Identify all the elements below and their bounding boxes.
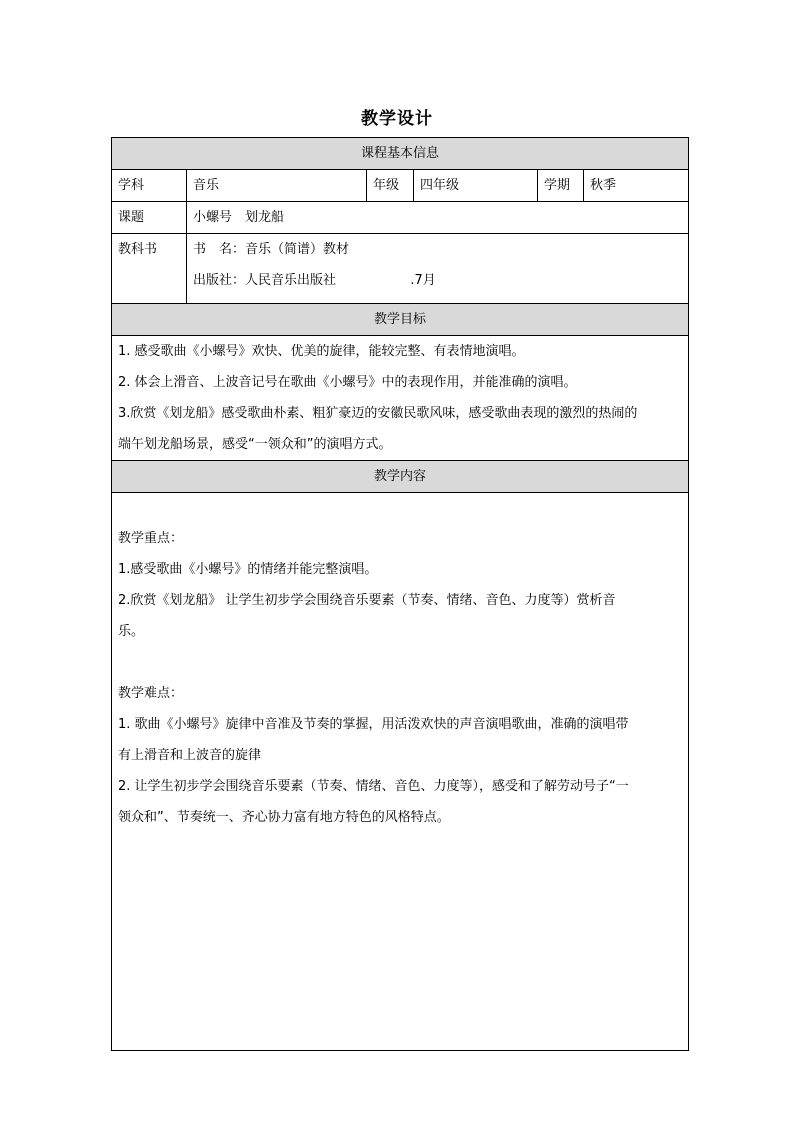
section-header-basic-info bbox=[112, 138, 689, 170]
key-points-title: 教学重点： bbox=[118, 531, 184, 546]
lesson-plan-table bbox=[111, 137, 689, 1051]
term-value: 秋季 bbox=[584, 170, 689, 202]
objectives-list bbox=[112, 336, 689, 461]
subject-value: 音乐 bbox=[187, 170, 367, 202]
textbook-label: 教科书 bbox=[112, 234, 187, 304]
publisher: 出版社：人民音乐出版社 .7月 bbox=[193, 273, 436, 288]
content-body bbox=[112, 493, 689, 1051]
objectives-row bbox=[112, 336, 689, 461]
page-title: 教学设计 bbox=[361, 109, 433, 129]
content-row bbox=[112, 493, 689, 1051]
difficulty-item: 1. 歌曲《小螺号》旋律中音准及节奏的掌握，用活泼欢快的声音演唱歌曲，准确的演唱带 bbox=[118, 717, 629, 732]
objective-item: 2. 体会上滑音、上波音记号在歌曲《小螺号》中的表现作用，并能准确的演唱。 bbox=[118, 375, 577, 390]
section-header-content bbox=[112, 461, 689, 493]
difficulty-item: 2. 让学生初步学会围绕音乐要素（节奏、情绪、音色、力度等），感受和了解劳动号子“一 bbox=[118, 779, 629, 794]
subject-row bbox=[112, 170, 689, 202]
difficulty-item: 有上滑音和上波音的旋律 bbox=[118, 748, 262, 763]
section-title: 课程基本信息 bbox=[112, 138, 689, 170]
subject-label: 学科 bbox=[112, 170, 187, 202]
term-label: 学期 bbox=[538, 170, 584, 202]
difficulty-item: 领众和”、节奏统一、齐心协力富有地方特色的风格特点。 bbox=[118, 810, 450, 825]
grade-value: 四年级 bbox=[414, 170, 538, 202]
section-header-objectives bbox=[112, 304, 689, 336]
difficulties-title: 教学难点： bbox=[118, 686, 184, 701]
objective-item: 端午划龙船场景，感受“一领众和”的演唱方式。 bbox=[118, 437, 392, 452]
key-point-item: 1.感受歌曲《小螺号》的情绪并能完整演唱。 bbox=[118, 562, 378, 577]
objective-item: 1. 感受歌曲《小螺号》欢快、优美的旋律，能较完整、有表情地演唱。 bbox=[118, 344, 525, 359]
book-name: 书 名：音乐（简谱）教材 bbox=[193, 242, 350, 257]
spacer bbox=[118, 647, 682, 678]
objective-item: 3.欣赏《划龙船》感受歌曲朴素、粗犷豪迈的安徽民歌风味，感受歌曲表现的激烈的热闹的 bbox=[118, 406, 638, 421]
topic-value: 小螺号 划龙船 bbox=[187, 202, 689, 234]
key-point-item: 2.欣赏《划龙船》 让学生初步学会围绕音乐要素（节奏、情绪、音色、力度等）赏析音 bbox=[118, 593, 616, 608]
section-title: 教学目标 bbox=[112, 304, 689, 336]
section-title: 教学内容 bbox=[112, 461, 689, 493]
topic-label: 课题 bbox=[112, 202, 187, 234]
topic-row bbox=[112, 202, 689, 234]
textbook-info bbox=[187, 234, 689, 304]
textbook-row bbox=[112, 234, 689, 304]
grade-label: 年级 bbox=[367, 170, 414, 202]
key-point-item: 乐。 bbox=[118, 624, 145, 639]
